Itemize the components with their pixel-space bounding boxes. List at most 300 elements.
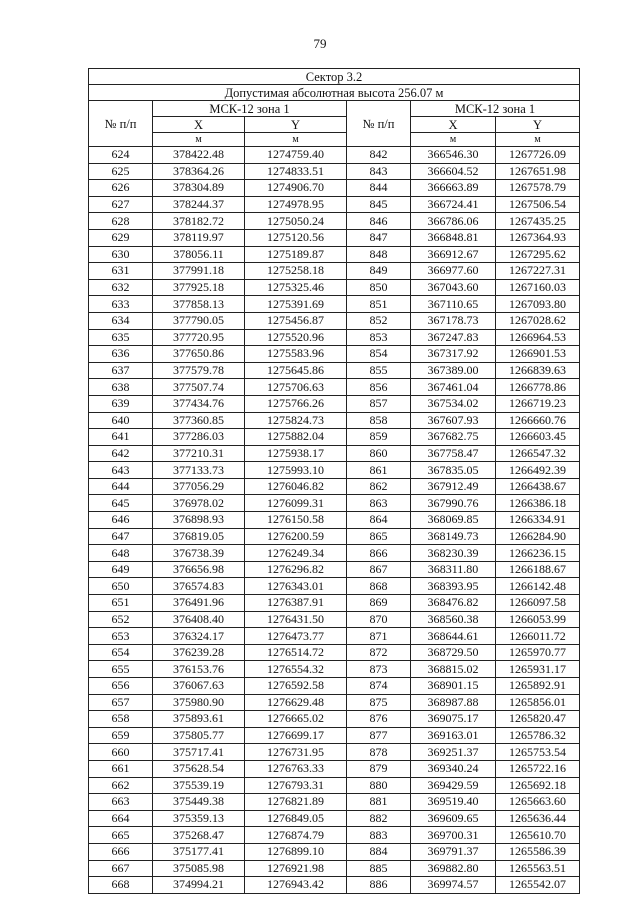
table-row [89,512,580,529]
cell-x-right: 369700.31 [411,827,496,844]
cell-y-right: 1265892.91 [496,678,580,695]
cell-y-right: 1266901.53 [496,346,580,363]
table-row [89,312,580,329]
table-row [89,827,580,844]
cell-y-right: 1266334.91 [496,512,580,529]
table-row [89,362,580,379]
table-row [89,412,580,429]
cell-index-right: 879 [347,760,411,777]
cell-index-right: 860 [347,445,411,462]
cell-y-right: 1267093.80 [496,296,580,313]
cell-y-left: 1275882.04 [245,429,347,446]
table-row [89,445,580,462]
table-row [89,528,580,545]
zone-header-right: МСК-12 зона 1 [411,101,580,117]
cell-y-right: 1265563.51 [496,860,580,877]
cell-x-right: 369882.80 [411,860,496,877]
cell-index-right: 880 [347,777,411,794]
cell-x-right: 368644.61 [411,628,496,645]
cell-y-left: 1275325.46 [245,279,347,296]
cell-index-right: 885 [347,860,411,877]
cell-index-left: 625 [89,163,153,180]
table-row [89,180,580,197]
cell-index-left: 649 [89,561,153,578]
table-row [89,578,580,595]
cell-index-right: 842 [347,147,411,164]
cell-x-right: 368149.73 [411,528,496,545]
cell-x-right: 368393.95 [411,578,496,595]
cell-y-right: 1267578.79 [496,180,580,197]
cell-index-left: 653 [89,628,153,645]
cell-y-right: 1265663.60 [496,794,580,811]
cell-x-right: 367912.49 [411,478,496,495]
cell-x-left: 377790.05 [153,312,245,329]
cell-y-left: 1276943.42 [245,877,347,894]
cell-x-right: 367607.93 [411,412,496,429]
cell-y-left: 1276665.02 [245,711,347,728]
y-header-right: Y [496,117,580,133]
cell-index-right: 867 [347,561,411,578]
cell-index-right: 881 [347,794,411,811]
cell-index-right: 862 [347,478,411,495]
x-header-right: X [411,117,496,133]
cell-x-left: 377925.18 [153,279,245,296]
cell-y-right: 1265586.39 [496,843,580,860]
cell-x-right: 366663.89 [411,180,496,197]
cell-index-right: 847 [347,229,411,246]
cell-index-right: 850 [347,279,411,296]
cell-index-right: 848 [347,246,411,263]
cell-y-left: 1274906.70 [245,180,347,197]
table-row [89,860,580,877]
cell-x-right: 367247.83 [411,329,496,346]
cell-x-left: 376491.96 [153,595,245,612]
cell-x-left: 377991.18 [153,263,245,280]
cell-index-left: 661 [89,760,153,777]
cell-x-left: 375628.54 [153,760,245,777]
cell-index-right: 852 [347,312,411,329]
cell-x-right: 369609.65 [411,810,496,827]
cell-y-left: 1275645.86 [245,362,347,379]
table-row [89,877,580,894]
cell-index-left: 624 [89,147,153,164]
cell-x-left: 377133.73 [153,462,245,479]
cell-index-right: 874 [347,678,411,695]
cell-y-right: 1266547.32 [496,445,580,462]
cell-y-right: 1266839.63 [496,362,580,379]
cell-index-right: 876 [347,711,411,728]
cell-y-right: 1266188.67 [496,561,580,578]
cell-x-right: 369519.40 [411,794,496,811]
cell-y-right: 1266011.72 [496,628,580,645]
table-row [89,163,580,180]
cell-index-right: 858 [347,412,411,429]
cell-x-left: 376574.83 [153,578,245,595]
cell-index-left: 632 [89,279,153,296]
cell-index-left: 638 [89,379,153,396]
cell-index-left: 642 [89,445,153,462]
cell-x-left: 377056.29 [153,478,245,495]
cell-index-right: 845 [347,196,411,213]
cell-y-right: 1266284.90 [496,528,580,545]
cell-index-left: 646 [89,512,153,529]
cell-y-right: 1267028.62 [496,312,580,329]
cell-index-right: 849 [347,263,411,280]
cell-y-left: 1276731.95 [245,744,347,761]
cell-x-right: 366912.67 [411,246,496,263]
y-header-left: Y [245,117,347,133]
cell-x-right: 366848.81 [411,229,496,246]
cell-y-left: 1276296.82 [245,561,347,578]
cell-x-left: 378244.37 [153,196,245,213]
cell-x-right: 367835.05 [411,462,496,479]
cell-index-right: 872 [347,644,411,661]
cell-y-left: 1276200.59 [245,528,347,545]
table-row [89,346,580,363]
table-row [89,628,580,645]
cell-x-left: 376408.40 [153,611,245,628]
cell-x-right: 369791.37 [411,843,496,860]
cell-x-left: 378304.89 [153,180,245,197]
cell-x-left: 378422.48 [153,147,245,164]
coordinates-table [88,68,580,894]
cell-index-right: 866 [347,545,411,562]
cell-index-right: 870 [347,611,411,628]
cell-x-right: 368230.39 [411,545,496,562]
cell-y-left: 1276821.89 [245,794,347,811]
cell-y-left: 1276874.79 [245,827,347,844]
cell-x-left: 375539.19 [153,777,245,794]
table-row [89,296,580,313]
cell-index-right: 878 [347,744,411,761]
cell-index-left: 647 [89,528,153,545]
cell-x-left: 376324.17 [153,628,245,645]
cell-y-right: 1266142.48 [496,578,580,595]
index-header-left: № п/п [89,101,153,147]
cell-index-right: 851 [347,296,411,313]
cell-y-right: 1267160.03 [496,279,580,296]
cell-x-right: 367110.65 [411,296,496,313]
cell-y-left: 1276899.10 [245,843,347,860]
cell-x-right: 366604.52 [411,163,496,180]
cell-x-right: 367043.60 [411,279,496,296]
cell-y-right: 1265970.77 [496,644,580,661]
cell-x-right: 369163.01 [411,727,496,744]
cell-x-left: 375893.61 [153,711,245,728]
cell-index-right: 856 [347,379,411,396]
cell-y-left: 1275050.24 [245,213,347,230]
table-row [89,147,580,164]
cell-index-right: 886 [347,877,411,894]
table-row [89,395,580,412]
cell-x-left: 376656.98 [153,561,245,578]
x-unit-left: м [153,133,245,147]
cell-y-left: 1276921.98 [245,860,347,877]
table-row [89,843,580,860]
cell-index-left: 655 [89,661,153,678]
cell-index-left: 658 [89,711,153,728]
cell-y-right: 1265820.47 [496,711,580,728]
cell-x-left: 377210.31 [153,445,245,462]
cell-y-right: 1267364.93 [496,229,580,246]
cell-x-left: 376738.39 [153,545,245,562]
cell-index-right: 869 [347,595,411,612]
cell-y-left: 1275520.96 [245,329,347,346]
cell-x-left: 376819.05 [153,528,245,545]
cell-y-left: 1276514.72 [245,644,347,661]
cell-index-right: 846 [347,213,411,230]
cell-y-left: 1275120.56 [245,229,347,246]
table-row [89,760,580,777]
cell-index-left: 635 [89,329,153,346]
cell-index-left: 654 [89,644,153,661]
cell-index-right: 875 [347,694,411,711]
cell-x-right: 368729.50 [411,644,496,661]
cell-index-left: 657 [89,694,153,711]
cell-index-left: 664 [89,810,153,827]
cell-index-right: 855 [347,362,411,379]
cell-y-right: 1266236.15 [496,545,580,562]
cell-index-left: 644 [89,478,153,495]
cell-y-right: 1267435.25 [496,213,580,230]
cell-index-left: 626 [89,180,153,197]
cell-y-left: 1276343.01 [245,578,347,595]
cell-x-right: 366977.60 [411,263,496,280]
cell-y-left: 1276046.82 [245,478,347,495]
cell-x-right: 366724.41 [411,196,496,213]
cell-index-left: 641 [89,429,153,446]
cell-index-right: 854 [347,346,411,363]
cell-index-left: 666 [89,843,153,860]
cell-x-right: 368311.80 [411,561,496,578]
cell-index-right: 883 [347,827,411,844]
table-row [89,810,580,827]
cell-x-left: 378056.11 [153,246,245,263]
table-row [89,595,580,612]
cell-x-left: 376898.93 [153,512,245,529]
cell-y-right: 1265786.32 [496,727,580,744]
cell-x-left: 377360.85 [153,412,245,429]
cell-x-right: 368901.15 [411,678,496,695]
cell-index-left: 631 [89,263,153,280]
x-header-left: X [153,117,245,133]
table-row [89,794,580,811]
table-row [89,462,580,479]
cell-index-left: 628 [89,213,153,230]
cell-y-right: 1265753.54 [496,744,580,761]
cell-x-left: 378182.72 [153,213,245,230]
table-row [89,545,580,562]
cell-y-right: 1266660.76 [496,412,580,429]
cell-x-right: 368069.85 [411,512,496,529]
table-row [89,694,580,711]
table-row [89,229,580,246]
cell-x-left: 377579.78 [153,362,245,379]
table-row [89,329,580,346]
cell-index-left: 633 [89,296,153,313]
cell-index-left: 643 [89,462,153,479]
cell-index-right: 861 [347,462,411,479]
cell-y-right: 1265610.70 [496,827,580,844]
cell-x-left: 376978.02 [153,495,245,512]
cell-y-right: 1266492.39 [496,462,580,479]
cell-y-left: 1275583.96 [245,346,347,363]
cell-y-left: 1276763.33 [245,760,347,777]
table-row [89,196,580,213]
cell-index-left: 663 [89,794,153,811]
y-unit-right: м [496,133,580,147]
cell-y-left: 1275993.10 [245,462,347,479]
cell-index-right: 865 [347,528,411,545]
cell-y-left: 1276249.34 [245,545,347,562]
cell-y-right: 1265856.01 [496,694,580,711]
cell-x-left: 377286.03 [153,429,245,446]
cell-x-right: 367461.04 [411,379,496,396]
cell-x-right: 369974.57 [411,877,496,894]
cell-y-right: 1266097.58 [496,595,580,612]
cell-x-right: 369340.24 [411,760,496,777]
cell-x-right: 369075.17 [411,711,496,728]
cell-x-left: 376239.28 [153,644,245,661]
cell-x-left: 375177.41 [153,843,245,860]
cell-index-left: 656 [89,678,153,695]
cell-x-right: 367178.73 [411,312,496,329]
table-row [89,379,580,396]
cell-x-left: 375085.98 [153,860,245,877]
cell-y-left: 1276150.58 [245,512,347,529]
table-row [89,495,580,512]
cell-y-left: 1275391.69 [245,296,347,313]
cell-y-right: 1265722.16 [496,760,580,777]
cell-x-right: 368476.82 [411,595,496,612]
cell-x-right: 367389.00 [411,362,496,379]
cell-index-left: 665 [89,827,153,844]
zone-header-left: МСК-12 зона 1 [153,101,347,117]
cell-x-left: 376067.63 [153,678,245,695]
table-row [89,727,580,744]
cell-index-left: 645 [89,495,153,512]
cell-y-right: 1266964.53 [496,329,580,346]
cell-index-left: 630 [89,246,153,263]
cell-x-right: 367990.76 [411,495,496,512]
cell-y-right: 1266386.18 [496,495,580,512]
cell-y-right: 1267651.98 [496,163,580,180]
cell-x-left: 377434.76 [153,395,245,412]
cell-x-left: 375980.90 [153,694,245,711]
cell-index-left: 640 [89,412,153,429]
cell-x-left: 375359.13 [153,810,245,827]
cell-y-left: 1276592.58 [245,678,347,695]
cell-index-left: 636 [89,346,153,363]
cell-y-right: 1266603.45 [496,429,580,446]
cell-y-right: 1266719.23 [496,395,580,412]
cell-x-right: 369429.59 [411,777,496,794]
cell-y-left: 1276699.17 [245,727,347,744]
cell-x-left: 375805.77 [153,727,245,744]
cell-y-right: 1267506.54 [496,196,580,213]
cell-index-right: 871 [347,628,411,645]
cell-y-right: 1267295.62 [496,246,580,263]
cell-x-right: 369251.37 [411,744,496,761]
table-row [89,246,580,263]
cell-y-left: 1276793.31 [245,777,347,794]
table-row [89,213,580,230]
cell-x-right: 368987.88 [411,694,496,711]
page-number: 79 [313,36,327,51]
cell-y-right: 1267726.09 [496,147,580,164]
cell-index-left: 652 [89,611,153,628]
cell-y-left: 1275189.87 [245,246,347,263]
cell-y-right: 1266053.99 [496,611,580,628]
cell-x-right: 366786.06 [411,213,496,230]
cell-y-left: 1276387.91 [245,595,347,612]
cell-index-right: 843 [347,163,411,180]
cell-index-left: 639 [89,395,153,412]
cell-x-left: 374994.21 [153,877,245,894]
cell-y-left: 1275456.87 [245,312,347,329]
cell-index-right: 853 [347,329,411,346]
table-row [89,429,580,446]
cell-index-right: 882 [347,810,411,827]
cell-y-left: 1276849.05 [245,810,347,827]
cell-y-left: 1275258.18 [245,263,347,280]
cell-x-right: 366546.30 [411,147,496,164]
cell-x-left: 378119.97 [153,229,245,246]
cell-y-left: 1276554.32 [245,661,347,678]
cell-y-right: 1265692.18 [496,777,580,794]
cell-x-right: 368560.38 [411,611,496,628]
cell-x-left: 377858.13 [153,296,245,313]
cell-index-left: 659 [89,727,153,744]
cell-index-right: 873 [347,661,411,678]
cell-x-right: 367317.92 [411,346,496,363]
cell-y-right: 1266778.86 [496,379,580,396]
cell-index-left: 627 [89,196,153,213]
cell-index-left: 651 [89,595,153,612]
cell-index-right: 844 [347,180,411,197]
x-unit-right: м [411,133,496,147]
table-row [89,611,580,628]
cell-x-right: 367682.75 [411,429,496,446]
cell-index-left: 637 [89,362,153,379]
cell-index-left: 648 [89,545,153,562]
cell-x-left: 375717.41 [153,744,245,761]
cell-y-left: 1275706.63 [245,379,347,396]
cell-y-left: 1276431.50 [245,611,347,628]
cell-index-right: 857 [347,395,411,412]
cell-x-right: 368815.02 [411,661,496,678]
cell-y-left: 1275824.73 [245,412,347,429]
cell-y-right: 1265636.44 [496,810,580,827]
table-row [89,478,580,495]
cell-y-right: 1267227.31 [496,263,580,280]
cell-y-right: 1265542.07 [496,877,580,894]
cell-x-left: 377650.86 [153,346,245,363]
cell-x-left: 378364.26 [153,163,245,180]
cell-y-left: 1276099.31 [245,495,347,512]
y-unit-left: м [245,133,347,147]
cell-x-left: 375268.47 [153,827,245,844]
cell-x-left: 377507.74 [153,379,245,396]
table-row [89,777,580,794]
cell-index-left: 668 [89,877,153,894]
table-row [89,644,580,661]
cell-x-left: 377720.95 [153,329,245,346]
cell-y-left: 1274759.40 [245,147,347,164]
cell-x-left: 376153.76 [153,661,245,678]
cell-index-left: 650 [89,578,153,595]
cell-y-left: 1275766.26 [245,395,347,412]
